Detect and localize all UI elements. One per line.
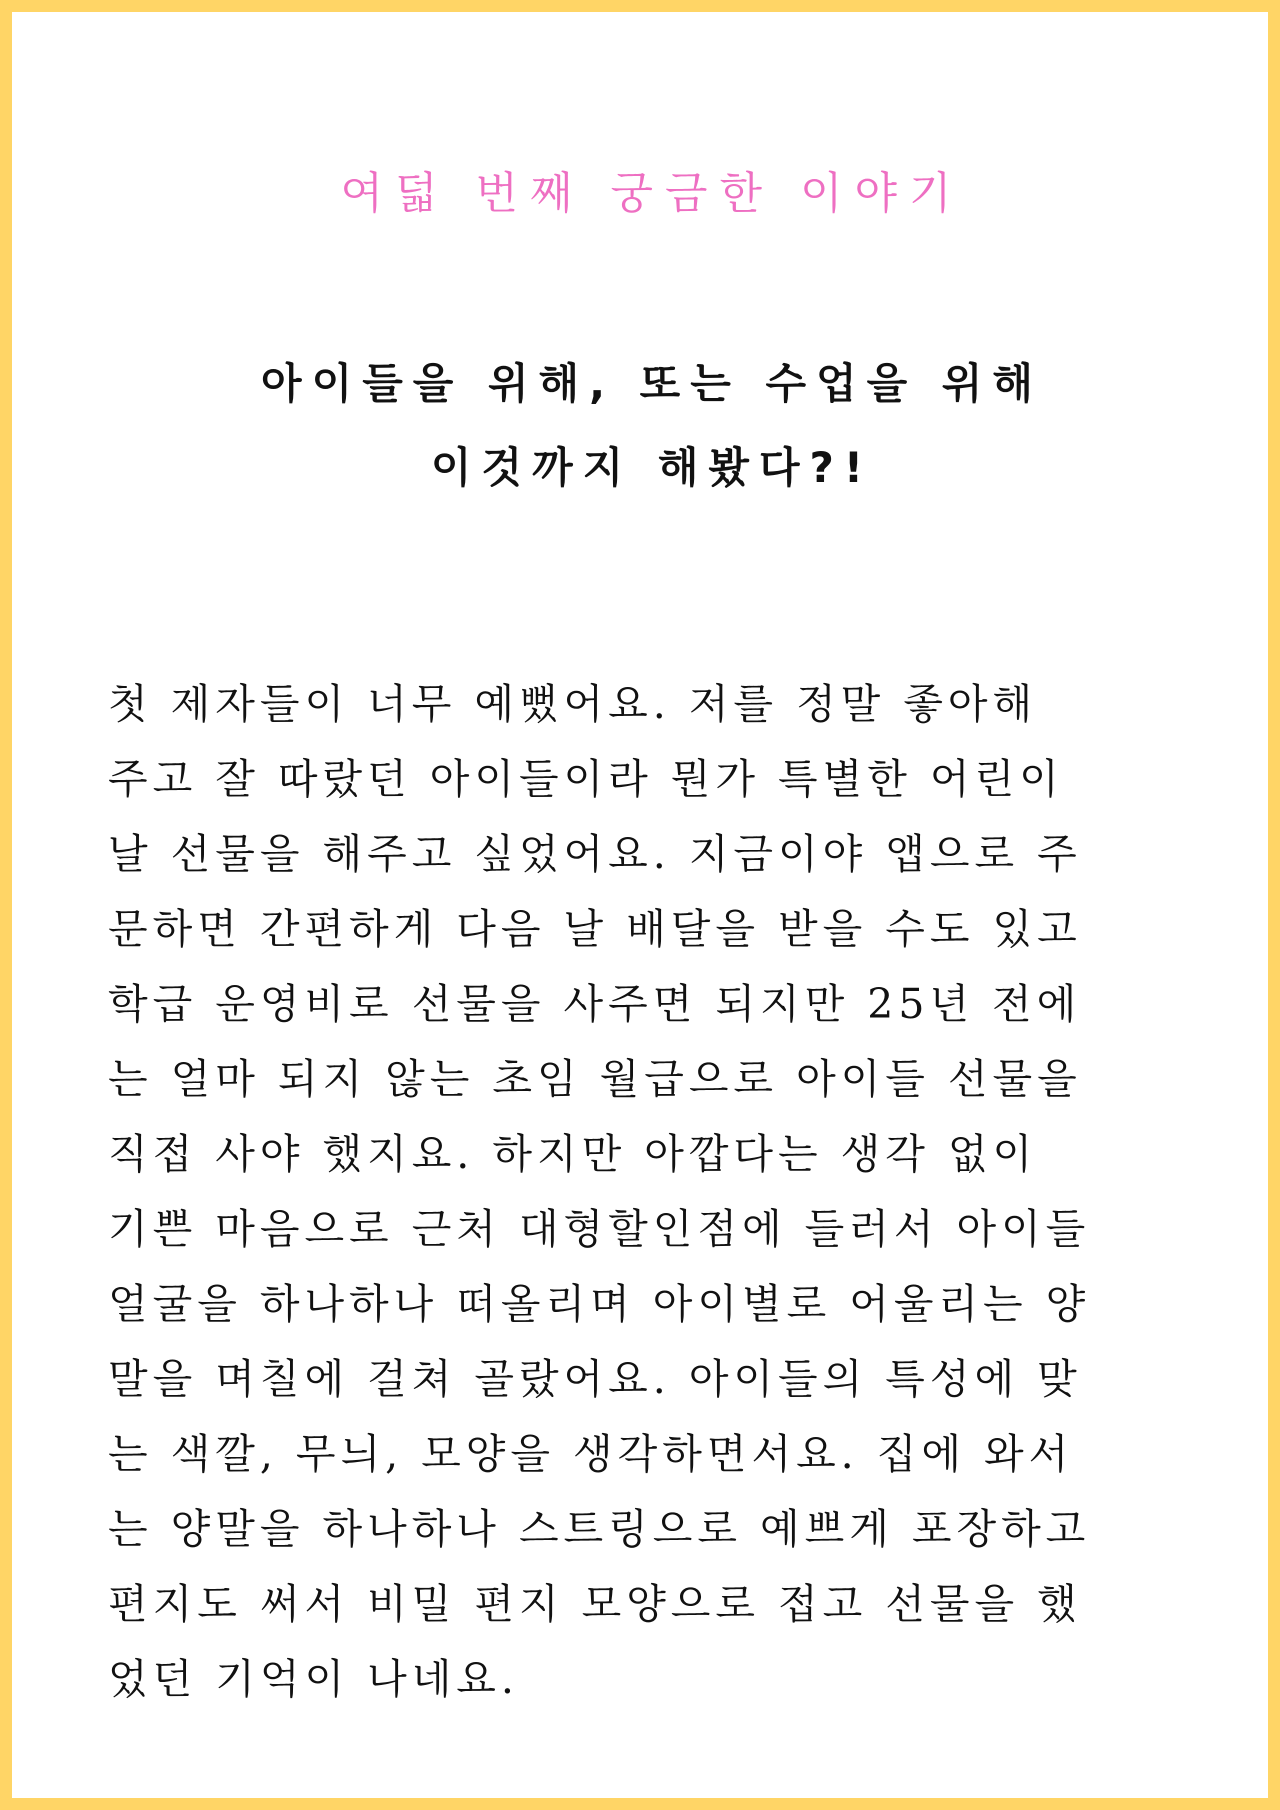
page-title (12, 342, 1280, 510)
body-paragraph (108, 667, 1208, 1717)
paragraph-line: 주고 잘 따랐던 아이들이라 뭔가 특별한 어린이 (108, 755, 1064, 803)
paragraph-line: 기쁜 마음으로 근처 대형할인점에 들러서 아이들 (108, 1205, 1091, 1253)
paragraph-line: 문하면 간편하게 다음 날 배달을 받을 수도 있고 (108, 905, 1082, 953)
paragraph-line: 편지도 써서 비밀 편지 모양으로 접고 선물을 했 (108, 1580, 1082, 1628)
paragraph-line: 말을 며칠에 걸쳐 골랐어요. 아이들의 특성에 맞 (108, 1355, 1082, 1403)
section-eyebrow: 여덟 번째 궁금한 이야기 (340, 168, 964, 219)
title-line: 이것까지 해봤다?! (430, 443, 874, 492)
paragraph-line: 얼굴을 하나하나 떠올리며 아이별로 어울리는 양 (108, 1280, 1091, 1328)
paragraph-line: 학급 운영비로 선물을 사주면 되지만 25년 전에 (108, 980, 1082, 1028)
paragraph-line: 는 양말을 하나하나 스트링으로 예쁘게 포장하고 (108, 1505, 1091, 1553)
paragraph-line: 는 얼마 되지 않는 초임 월급으로 아이들 선물을 (108, 1055, 1082, 1103)
paragraph-line: 첫 제자들이 너무 예뻤어요. 저를 정말 좋아해 (108, 680, 1038, 728)
paragraph-line: 날 선물을 해주고 싶었어요. 지금이야 앱으로 주 (108, 830, 1082, 878)
title-line: 아이들을 위해, 또는 수업을 위해 (261, 359, 1043, 408)
paragraph-line: 직접 사야 했지요. 하지만 아깝다는 생각 없이 (108, 1130, 1038, 1178)
paragraph-line: 었던 기억이 나네요. (108, 1655, 519, 1703)
paragraph-line: 는 색깔, 무늬, 모양을 생각하면서요. 집에 와서 (108, 1430, 1074, 1478)
